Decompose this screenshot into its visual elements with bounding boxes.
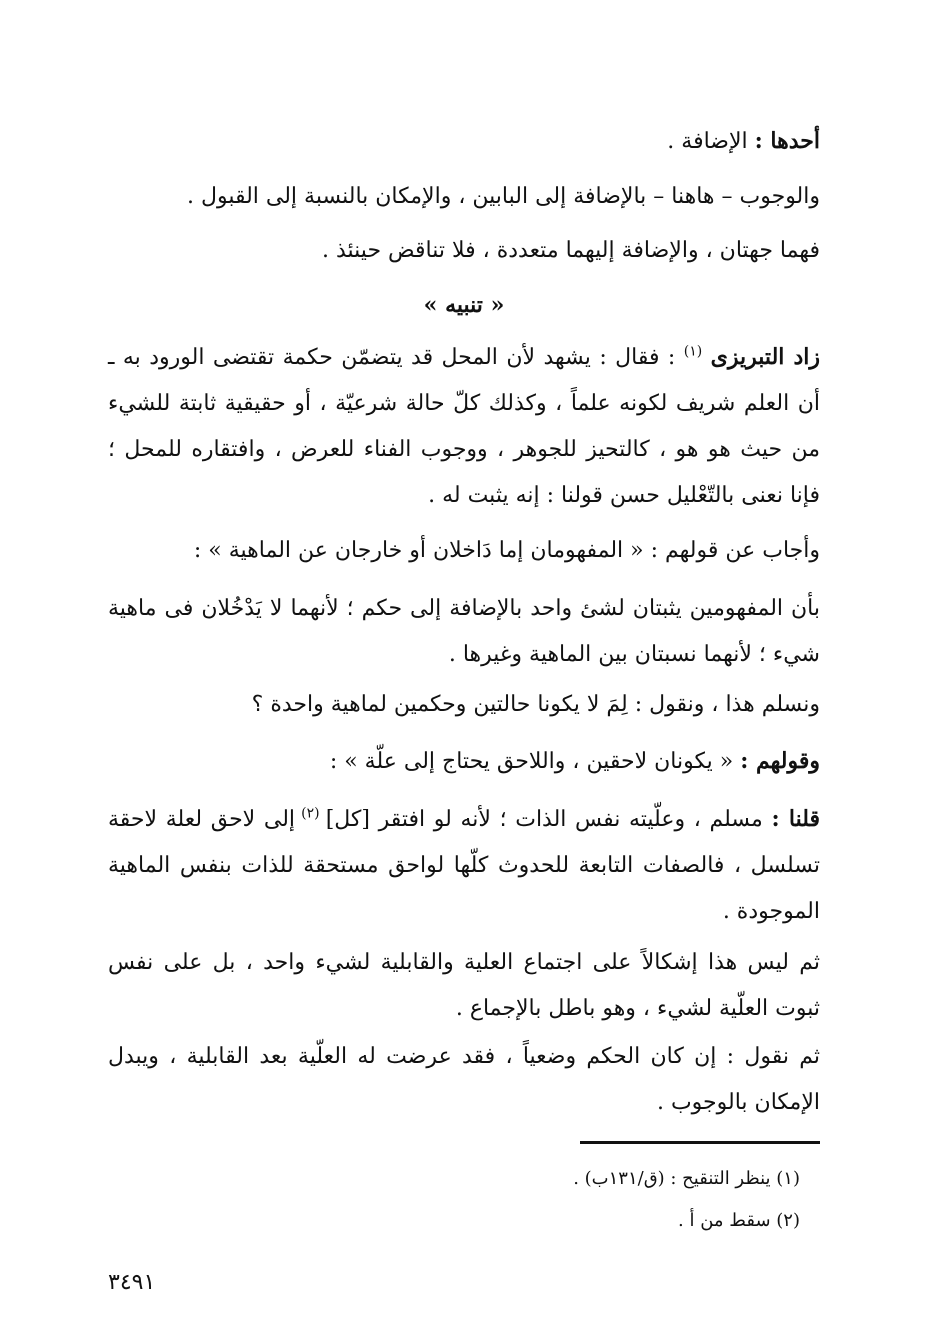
- paragraph-9-text-a: مسلم ، وعلّيته نفس الذات ؛ لأنه لو افتقر [كل]: [325, 807, 772, 832]
- paragraph-1: [108, 118, 820, 165]
- paragraph-9-lead: قلنا :: [771, 806, 821, 832]
- footnote-ref-2: (٢): [295, 805, 326, 822]
- section-heading: « تنبيه »: [423, 292, 505, 318]
- paragraph-5: وأجاب عن قولهم : « المفهومان إما دَاخلان أو خارجان عن الماهية » :: [193, 538, 820, 563]
- paragraph-8-text: « يكونان لاحقين ، واللاحق يحتاج إلى علّة » :: [329, 749, 741, 774]
- paragraph-1-lead: أحدها :: [754, 128, 820, 154]
- paragraph-8-lead: وقولهم :: [740, 748, 820, 774]
- paragraph-4-text: : فقال : يشهد لأن المحل قد يتضمّن حكمة تقتضى الورود به ـ أن العلم شريف لكونه علماً ، وكذلك كلّ حالة شرعيّة ، أو حقيقية ثابتة للشيء من حيث هو هو ، كالتحيز للجوهر ، ووجوب الفناء للعرض ، وافتقاره للمحل ؛ فإنا نعنى بالتّعْليل حسن قولنا : إنه يثبت له .: [108, 345, 820, 508]
- paragraph-10: ثم ليس هذا إشكالاً على اجتماع العلية والقابلية لشيء واحد ، بل على نفس ثبوت العلّية لشيء ، وهو باطل بالإجماع .: [108, 950, 820, 1021]
- footnote-divider: [580, 1141, 820, 1144]
- paragraph-9-text-b: إلى لاحق لعلة لاحقة تسلسل ، فالصفات التابعة للحدوث كلّها لواحق مستحقة للذات بنفس الماهية الموجودة .: [108, 807, 820, 924]
- paragraph-7: ونسلم هذا ، ونقول : لِمَ لا يكونا حالتين وحكمين لماهية واحدة ؟: [251, 692, 820, 717]
- paragraph-3: فهما جهتان ، والإضافة إليهما متعددة ، فلا تناقض حينئذ .: [322, 238, 820, 263]
- paragraph-4: [108, 334, 820, 519]
- footnote-2: (٢) سقط من أ .: [678, 1210, 800, 1231]
- paragraph-4-lead: زاد التبريزى: [710, 344, 821, 370]
- footnote-ref-1: (١): [683, 343, 703, 360]
- paragraph-1-text: الإضافة .: [667, 129, 755, 154]
- paragraph-11: ثم نقول : إن كان الحكم وضعياً ، فقد عرضت له العلّية بعد القابلية ، ويبدل الإمكان بالوجوب .: [108, 1044, 820, 1115]
- page-number: ٣٤٩١: [108, 1270, 156, 1295]
- paragraph-6: بأن المفهومين يثبتان لشئ واحد بالإضافة إلى حكم ؛ لأنهما لا يَدْخُلان فى ماهية شيء ؛ لأنهما نسبتان بين الماهية وغيرها .: [108, 596, 820, 667]
- footnote-1: (١) ينظر التنقيح : (ق/١٣١ب) .: [573, 1168, 800, 1189]
- paragraph-2: والوجوب – هاهنا – بالإضافة إلى البابين ، والإمكان بالنسبة إلى القبول .: [186, 184, 820, 209]
- paragraph-8: [108, 738, 820, 785]
- paragraph-9: [108, 796, 820, 935]
